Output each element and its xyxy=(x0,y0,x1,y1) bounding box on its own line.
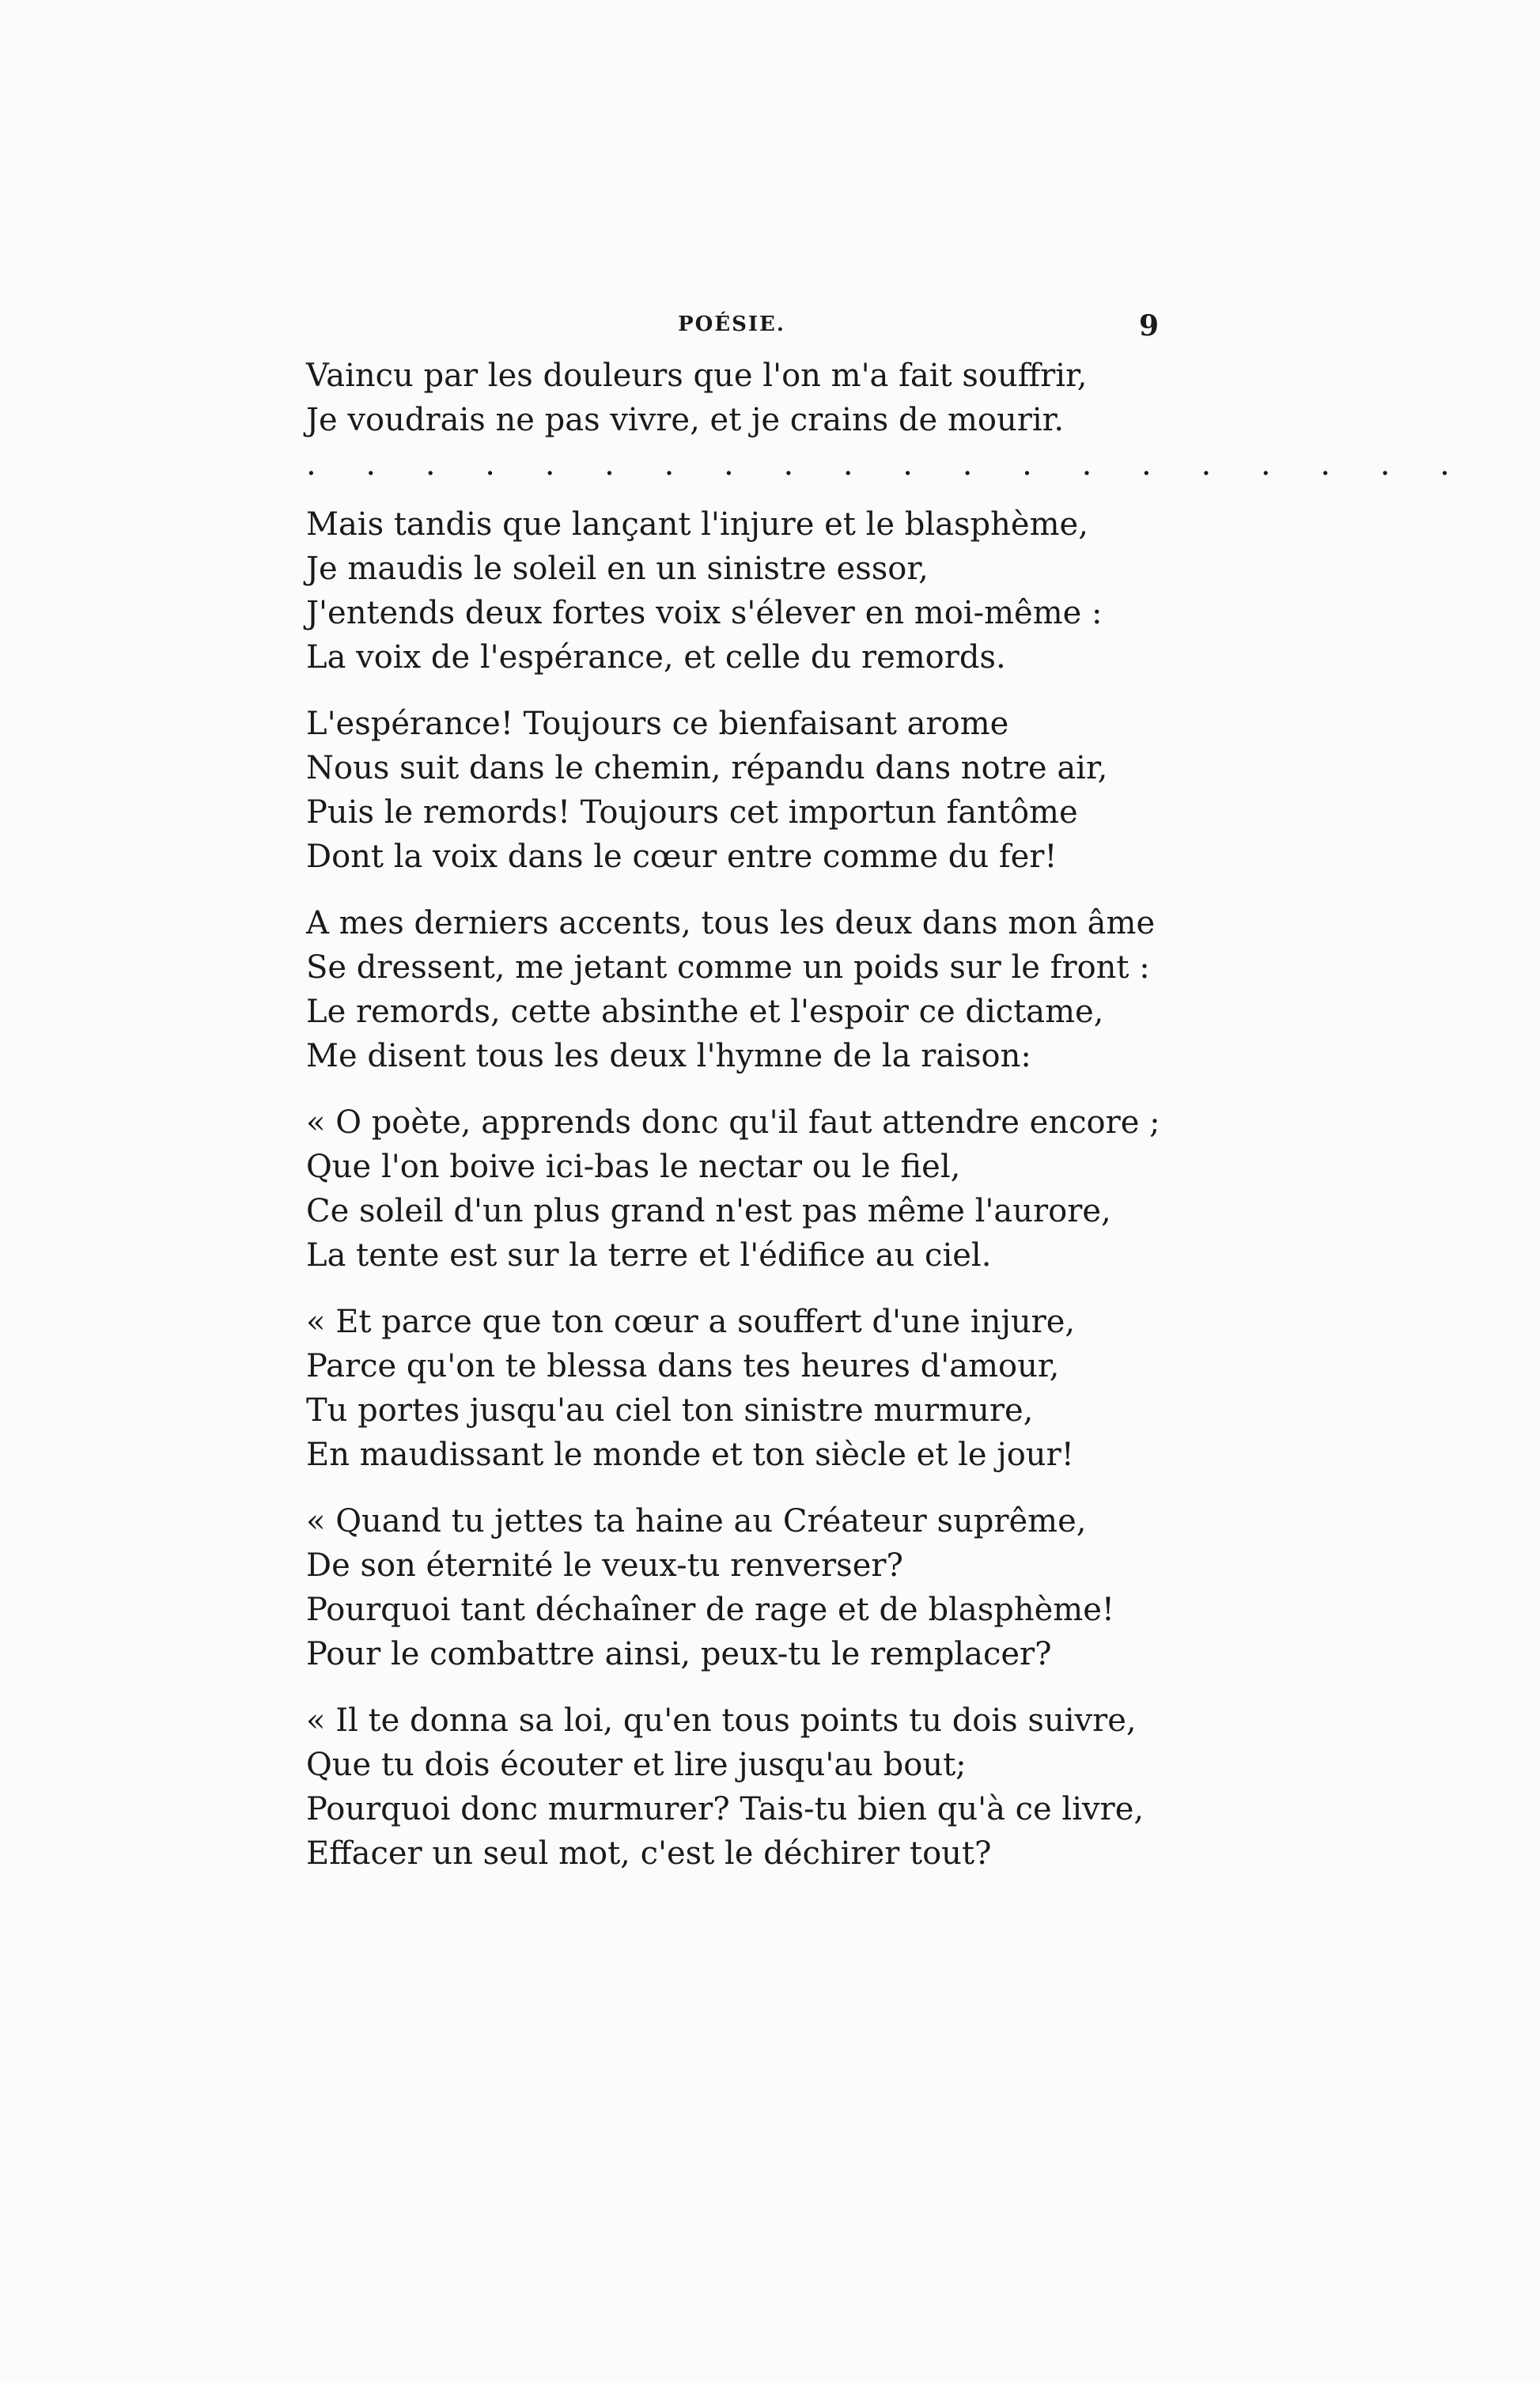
stanza-6 xyxy=(306,1300,1176,1477)
verse-line: Tu portes jusqu'au ciel ton sinistre murmure, xyxy=(306,1392,1034,1429)
verse-line: La voix de l'espérance, et celle du remords. xyxy=(306,639,1006,676)
verse-line: « Il te donna sa loi, qu'en tous points tu dois suivre, xyxy=(306,1702,1137,1739)
running-head: POÉSIE. xyxy=(678,312,785,336)
verse-line: Me disent tous les deux l'hymne de la raison: xyxy=(306,1038,1031,1074)
verse-line: « Et parce que ton cœur a souffert d'une injure, xyxy=(306,1304,1076,1340)
verse-line: Dont la voix dans le cœur entre comme du fer! xyxy=(306,839,1058,875)
verse-line: Effacer un seul mot, c'est le déchirer tout? xyxy=(306,1835,992,1872)
verse-line: « O poète, apprends donc qu'il faut attendre encore ; xyxy=(306,1104,1160,1141)
verse-line: Se dressent, me jetant comme un poids sur le front : xyxy=(306,949,1150,986)
verse-line: A mes derniers accents, tous les deux dans mon âme xyxy=(306,905,1156,941)
verse-line: Pourquoi tant déchaîner de rage et de blasphème! xyxy=(306,1592,1114,1628)
verse-line: En maudissant le monde et ton siècle et le jour! xyxy=(306,1437,1074,1473)
verse-line: Mais tandis que lançant l'injure et le blasphème, xyxy=(306,506,1088,543)
stanza-2 xyxy=(306,502,1176,680)
stanza-5 xyxy=(306,1100,1176,1278)
poem-text xyxy=(306,354,1470,1898)
page-header xyxy=(305,309,1159,341)
verse-line: De son éternité le veux-tu renverser? xyxy=(306,1547,903,1584)
verse-line: L'espérance! Toujours ce bienfaisant arome xyxy=(306,706,1009,742)
verse-line: J'entends deux fortes voix s'élever en moi-même : xyxy=(306,595,1103,631)
page-number: 9 xyxy=(1138,309,1159,343)
stanza-1 xyxy=(306,354,1176,442)
stanza-7 xyxy=(306,1499,1176,1676)
stanza-3 xyxy=(306,702,1176,879)
verse-line: Nous suit dans le chemin, répandu dans notre air, xyxy=(306,750,1108,786)
stanza-8 xyxy=(306,1698,1176,1876)
verse-line: Ce soleil d'un plus grand n'est pas même l'aurore, xyxy=(306,1193,1111,1229)
stanza-4 xyxy=(306,901,1176,1078)
verse-line: Puis le remords! Toujours cet importun fantôme xyxy=(306,794,1078,831)
verse-line: Pour le combattre ainsi, peux-tu le remplacer? xyxy=(306,1636,1052,1672)
verse-line: La tente est sur la terre et l'édifice au ciel. xyxy=(306,1237,992,1274)
verse-line: Pourquoi donc murmurer? Tais-tu bien qu'à ce livre, xyxy=(306,1791,1145,1827)
ellipsis-row: . . . . . . . . . . . . . . . . . . . . xyxy=(306,446,1470,483)
verse-line: Vaincu par les douleurs que l'on m'a fait souffrir, xyxy=(306,358,1088,394)
verse-line: Que l'on boive ici-bas le nectar ou le fiel, xyxy=(306,1149,961,1185)
verse-line: Parce qu'on te blessa dans tes heures d'amour, xyxy=(306,1348,1060,1384)
verse-line: Que tu dois écouter et lire jusqu'au bout; xyxy=(306,1747,967,1783)
verse-line: Je voudrais ne pas vivre, et je crains de mourir. xyxy=(306,402,1065,438)
verse-line: Le remords, cette absinthe et l'espoir ce dictame, xyxy=(306,994,1104,1030)
verse-line: Je maudis le soleil en un sinistre essor, xyxy=(306,551,929,587)
verse-line: « Quand tu jettes ta haine au Créateur suprême, xyxy=(306,1503,1087,1539)
